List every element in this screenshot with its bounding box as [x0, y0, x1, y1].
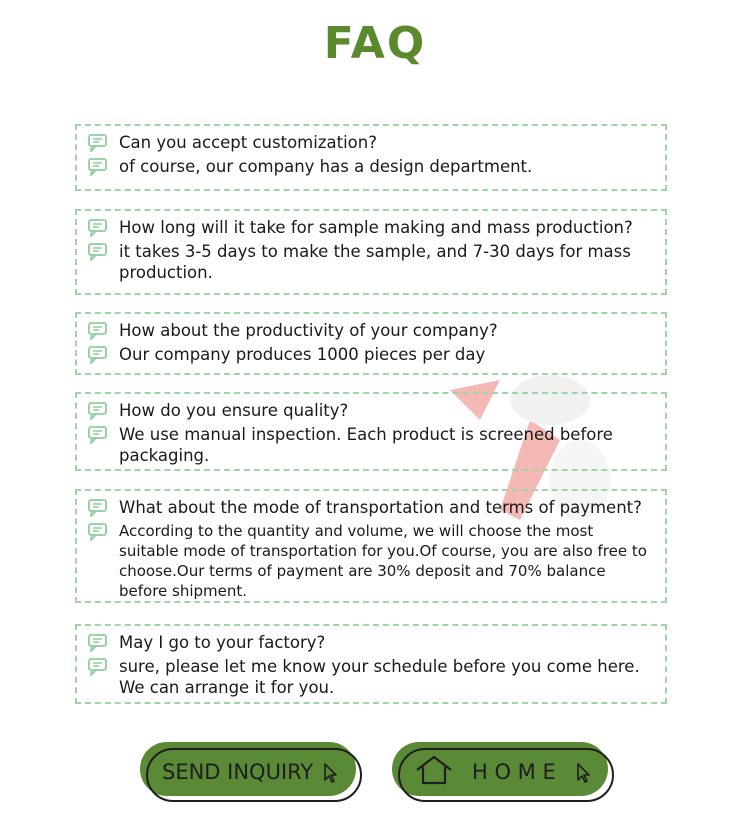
cursor-arrow-icon	[576, 762, 592, 784]
faq-question: How do you ensure quality?	[119, 401, 349, 420]
faq-answer-row	[87, 344, 655, 365]
faq-answer: sure, please let me know your schedule before you come here. We can arrange it for you.	[119, 657, 640, 697]
faq-item	[75, 209, 667, 295]
chat-bubble-icon	[87, 523, 109, 541]
faq-question-row	[87, 632, 655, 653]
chat-bubble-icon	[87, 634, 109, 652]
chat-bubble-icon	[87, 499, 109, 517]
chat-bubble-icon	[87, 402, 109, 420]
house-icon	[414, 754, 454, 786]
chat-bubble-icon	[87, 243, 109, 261]
faq-answer: of course, our company has a design department.	[119, 157, 533, 176]
faq-question-row	[87, 320, 655, 341]
faq-question-row	[87, 497, 655, 518]
faq-question: Can you accept customization?	[119, 133, 377, 152]
chat-bubble-icon	[87, 219, 109, 237]
faq-answer: We use manual inspection. Each product is screened before packaging.	[119, 425, 613, 465]
faq-question: What about the mode of transportation and terms of payment?	[119, 498, 642, 517]
faq-item	[75, 312, 667, 375]
home-label: H O M E	[472, 760, 556, 784]
chat-bubble-icon	[87, 426, 109, 444]
faq-question: How about the productivity of your company?	[119, 321, 498, 340]
chat-bubble-icon	[87, 658, 109, 676]
faq-answer-row	[87, 424, 655, 466]
faq-question: How long will it take for sample making and mass production?	[119, 218, 633, 237]
faq-item	[75, 624, 667, 704]
home-button[interactable]	[392, 742, 614, 802]
chat-bubble-icon	[87, 322, 109, 340]
chat-bubble-icon	[87, 346, 109, 364]
send-inquiry-label: SEND INQUIRY	[162, 760, 314, 784]
send-inquiry-button[interactable]	[140, 742, 362, 802]
faq-answer-row	[87, 241, 655, 283]
chat-bubble-icon	[87, 158, 109, 176]
faq-item	[75, 392, 667, 471]
faq-question-row	[87, 400, 655, 421]
faq-question-row	[87, 217, 655, 238]
faq-item	[75, 489, 667, 603]
faq-answer: Our company produces 1000 pieces per day	[119, 345, 486, 364]
faq-question: May I go to your factory?	[119, 633, 326, 652]
faq-answer: According to the quantity and volume, we will choose the most suitable mode of transportation for you.Of course, you are also free to choose.Our terms of payment are 30% deposit and 70% balance before shipment.	[119, 522, 647, 600]
faq-answer: it takes 3-5 days to make the sample, and 7-30 days for mass production.	[119, 242, 631, 282]
faq-question-row	[87, 132, 655, 153]
chat-bubble-icon	[87, 134, 109, 152]
faq-answer-row	[87, 156, 655, 177]
cursor-arrow-icon	[323, 762, 339, 784]
faq-answer-row	[87, 656, 655, 698]
faq-answer-row	[87, 521, 655, 601]
faq-item	[75, 124, 667, 191]
page-title: FAQ	[323, 18, 427, 69]
